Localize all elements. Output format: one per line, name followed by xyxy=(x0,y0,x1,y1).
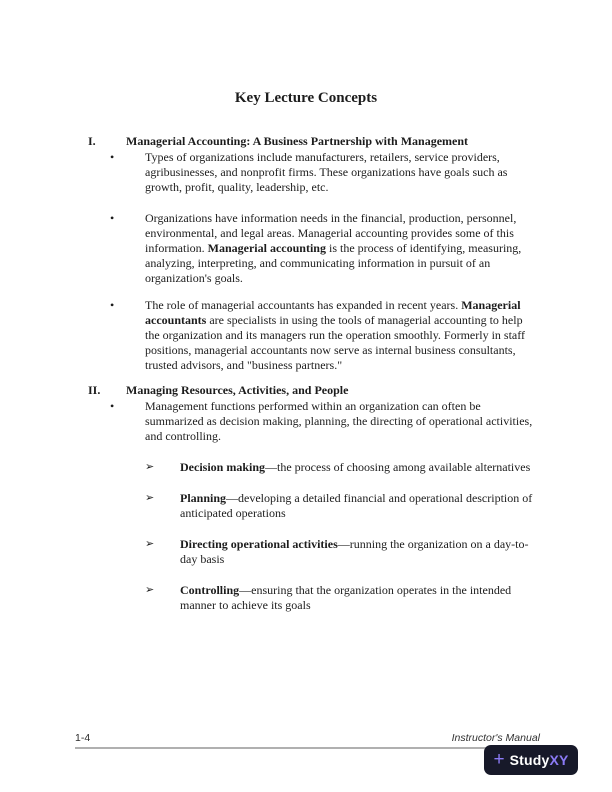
bullet-item xyxy=(72,150,540,195)
studyxy-badge[interactable] xyxy=(484,745,578,775)
arrow-bullet-icon: ➢ xyxy=(145,492,155,504)
sub-bullet-text xyxy=(180,583,540,613)
page-content xyxy=(72,88,540,613)
bullet-text xyxy=(145,150,540,195)
section-heading-2 xyxy=(72,383,540,398)
section-title: Managing Resources, Activities, and People xyxy=(126,383,349,397)
bullet-text xyxy=(145,298,540,373)
bullet-text xyxy=(145,211,540,286)
text-run: —developing a detailed financial and operational description of anticipated operations xyxy=(180,491,533,520)
key-term: Planning xyxy=(180,491,227,505)
key-term: Managerial accounting xyxy=(207,241,326,255)
sub-bullet-text xyxy=(180,537,540,567)
key-term: Managerial accountants xyxy=(145,298,521,327)
text-run: —ensuring that the organization operates in the intended manner to achieve its goals xyxy=(180,583,512,612)
key-term: Controlling xyxy=(180,583,240,597)
plus-icon: + xyxy=(493,748,505,770)
text-run: Organizations have information needs in the financial, production, personnel, environmental, and legal areas. Managerial accounting provides some of this information. xyxy=(145,211,517,255)
bullet-item xyxy=(72,298,540,373)
bullet-item xyxy=(72,399,540,444)
bullet-icon: • xyxy=(110,399,115,413)
bullet-text xyxy=(145,399,540,444)
section-number: II. xyxy=(88,383,101,397)
manual-label: Instructor's Manual xyxy=(451,732,540,744)
arrow-bullet-icon: ➢ xyxy=(145,461,155,473)
arrow-bullet-icon: ➢ xyxy=(145,584,155,596)
sub-bullet-item xyxy=(72,583,540,613)
page-number: 1-4 xyxy=(75,732,91,744)
page-title: Key Lecture Concepts xyxy=(234,90,378,106)
key-term: Directing operational activities xyxy=(180,537,338,551)
text-run: Management functions performed within an organization can often be summarized as decision making, planning, the directing of operational activities, and controlling. xyxy=(145,399,533,443)
studyxy-logo xyxy=(510,752,569,768)
text-run: —the process of choosing among available alternatives xyxy=(265,460,531,474)
section-heading-1 xyxy=(72,134,540,149)
text-run: —running the organization on a day-to-day basis xyxy=(180,537,529,566)
footer-divider xyxy=(75,747,540,749)
arrow-bullet-icon: ➢ xyxy=(145,538,155,550)
brand-text-accent: XY xyxy=(549,752,569,768)
sub-bullet-item xyxy=(72,491,540,521)
bullet-icon: • xyxy=(110,150,115,164)
page-footer xyxy=(75,732,540,745)
bullet-item xyxy=(72,211,540,286)
text-run: The role of managerial accountants has expanded in recent years. xyxy=(145,298,462,312)
sub-bullet-text xyxy=(180,491,540,521)
bullet-icon: • xyxy=(110,211,115,225)
sub-bullet-item xyxy=(72,460,540,475)
sub-bullet-item xyxy=(72,537,540,567)
section-number: I. xyxy=(88,134,96,148)
sub-bullet-text xyxy=(180,460,530,475)
brand-text-primary: Study xyxy=(509,752,550,768)
bullet-icon: • xyxy=(110,298,115,312)
text-run: Types of organizations include manufacturers, retailers, service providers, agribusinesses, and nonprofit firms. These organizations have goals such as growth, profit, quality, leadership, etc. xyxy=(145,150,508,194)
section-title: Managerial Accounting: A Business Partnership with Management xyxy=(126,134,469,148)
text-run: is the process of identifying, measuring, analyzing, interpreting, and communicating information in pursuit of an organization's goals. xyxy=(145,241,522,285)
text-run: are specialists in using the tools of managerial accounting to help the organization and its managers run the operation smoothly. Formerly in staff positions, managerial accountants now serve as internal business consultants, trusted advisors, and "business partners." xyxy=(145,313,526,372)
key-term: Decision making xyxy=(180,460,266,474)
